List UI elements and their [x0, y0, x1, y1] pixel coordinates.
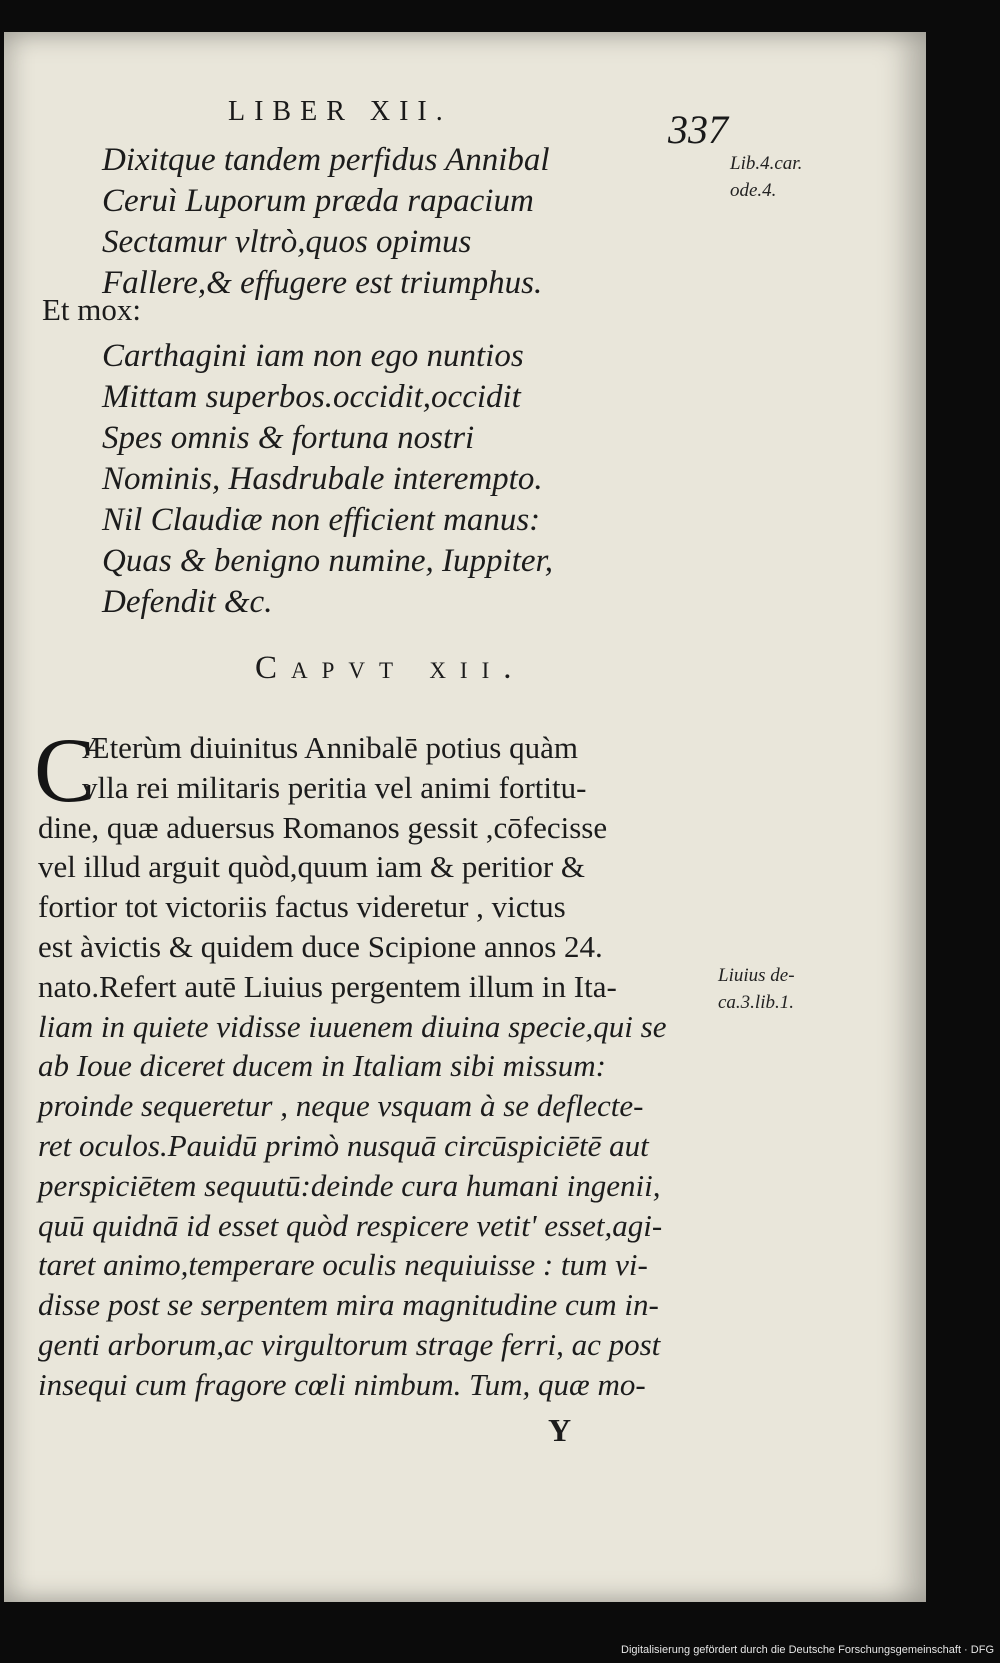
verse-line: Defendit &c. — [102, 584, 273, 620]
body-line: Æterùm diuinitus Annibalē potius quàm — [82, 730, 578, 765]
verse-line: Nil Claudiæ non efficient manus: — [102, 502, 541, 538]
body-line: dine, quæ aduersus Romanos gessit ,cōfecisse — [38, 809, 608, 845]
verse-line: Mittam superbos.occidit,occidit — [102, 379, 521, 415]
body-line: vlla rei militaris peritia vel animi fortitu- — [82, 769, 587, 805]
body-line: ab Ioue diceret ducem in Italiam sibi missum: — [38, 1048, 606, 1084]
body-line: taret animo,temperare oculis nequiuisse : tum vi- — [38, 1247, 648, 1283]
margin-note-lib — [730, 150, 802, 204]
page-number: 337 — [668, 107, 728, 152]
body-line: genti arborum,ac virgultorum strage ferri, ac post — [38, 1326, 661, 1362]
body-line: perspiciētem sequutū:deinde cura humani ingenii, — [38, 1167, 661, 1203]
verse-line: Nominis, Hasdrubale interempto. — [102, 461, 543, 497]
body-line: quū quidnā id esset quòd respicere vetit' esset,agi- — [38, 1207, 663, 1243]
et-mox-label: Et mox: — [42, 292, 142, 327]
body-line: nato.Refert autē Liuius pergentem illum in Ita- — [38, 968, 617, 1004]
body-line: est àvictis & quidem duce Scipione annos 24. — [38, 928, 603, 964]
body-line: proinde sequeretur , neque vsquam à se deflecte- — [38, 1088, 644, 1124]
margin-note-line: ca.3.lib.1. — [718, 992, 794, 1013]
body-line: vel illud arguit quòd,quum iam & peritior & — [38, 849, 586, 885]
verse-block-2 — [102, 336, 553, 623]
verse-line: Sectamur vltrò,quos opimus — [102, 224, 472, 260]
margin-note-liuius — [718, 962, 795, 1016]
body-text — [38, 728, 666, 1405]
verse-line: Dixitque tandem perfidus Annibal — [102, 142, 550, 178]
dfg-footer: Digitalisierung gefördert durch die Deutsche Forschungsgemeinschaft · DFG — [621, 1644, 994, 1656]
body-line: fortior tot victoriis factus videretur , victus — [38, 889, 566, 925]
body-line: disse post se serpentem mira magnitudine cum in- — [38, 1287, 659, 1323]
margin-note-line: Lib.4.car. — [730, 153, 803, 174]
margin-note-line: Liuius de- — [718, 965, 795, 986]
verse-line: Fallere,& effugere est triumphus. — [102, 265, 543, 301]
verse-block-1 — [102, 140, 550, 304]
body-line: liam in quiete vidisse iuuenem diuina specie,qui se — [38, 1008, 667, 1044]
margin-note-line: ode.4. — [730, 180, 777, 201]
body-line: insequi cum fragore cœli nimbum. Tum, quæ mo- — [38, 1366, 646, 1402]
verse-line: Spes omnis & fortuna nostri — [102, 420, 475, 456]
verse-line: Quas & benigno numine, Iuppiter, — [102, 543, 553, 579]
verse-line: Carthagini iam non ego nuntios — [102, 338, 524, 374]
body-line: ret oculos.Pauidū primò nusquā circūspiciētē aut — [38, 1127, 649, 1163]
drop-cap: C — [34, 719, 96, 821]
running-head: LIBER XII. — [228, 96, 452, 127]
catchword: Y — [548, 1412, 572, 1448]
verse-line: Ceruì Luporum præda rapacium — [102, 183, 534, 219]
chapter-heading: Capvt xii. — [255, 650, 526, 686]
